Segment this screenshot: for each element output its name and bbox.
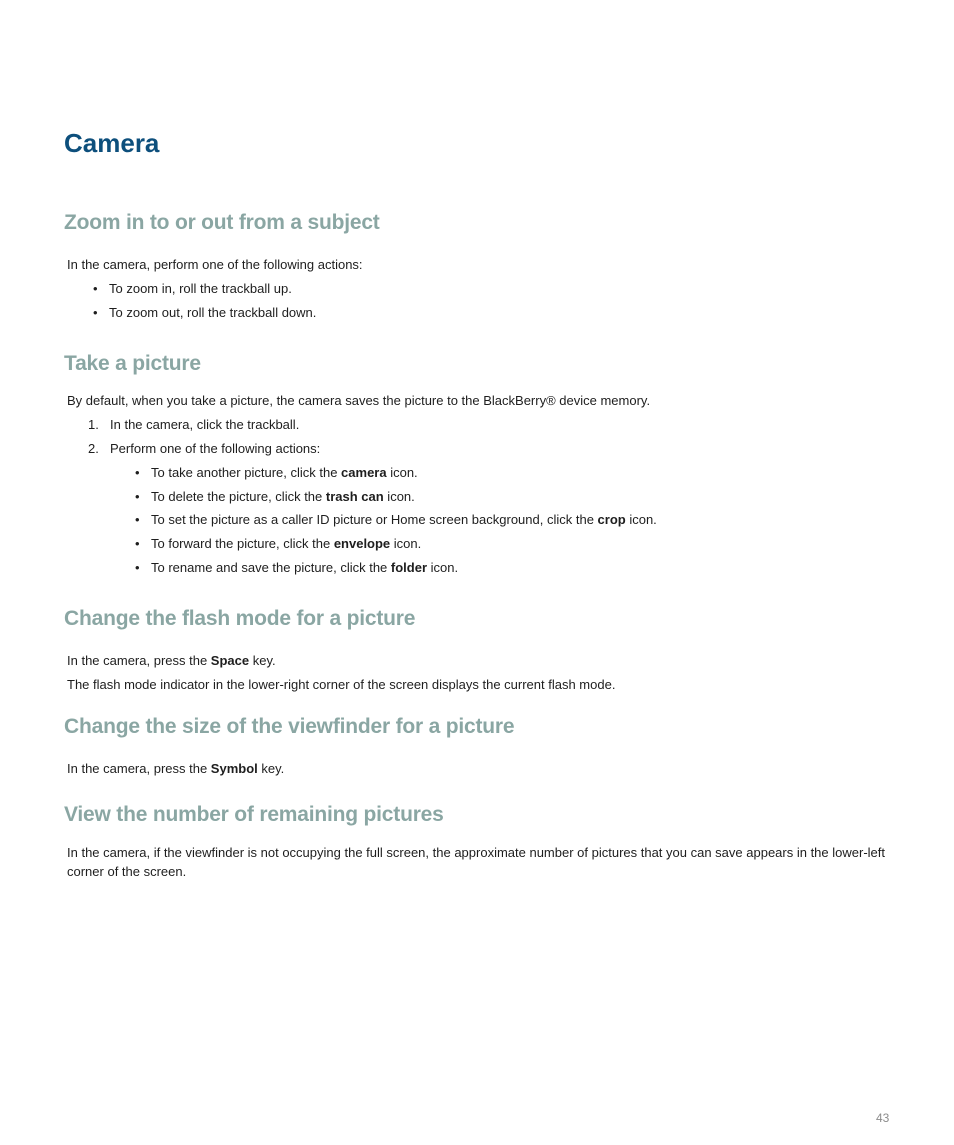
flash-line-1: In the camera, press the Space key.	[67, 653, 276, 668]
page-number: 43	[876, 1111, 890, 1125]
list-item-text: To delete the picture, click the trash can icon.	[151, 489, 415, 504]
bullet-icon: •	[135, 536, 140, 551]
list-item-text: To take another picture, click the camera icon.	[151, 465, 418, 480]
envelope-icon-name: envelope	[333, 536, 391, 551]
step-number: 1.	[88, 417, 99, 432]
list-item-text: To set the picture as a caller ID picture or Home screen background, click the crop icon.	[151, 512, 657, 527]
bullet-icon: •	[93, 305, 98, 320]
list-item-text: To zoom out, roll the trackball down.	[109, 305, 317, 320]
zoom-intro: In the camera, perform one of the following actions:	[67, 257, 363, 272]
bullet-icon: •	[135, 560, 140, 575]
bullet-icon: •	[93, 281, 98, 296]
section-title-flash: Change the flash mode for a picture	[64, 607, 416, 630]
section-title-zoom: Zoom in to or out from a subject	[64, 211, 380, 234]
trash-can-icon-name: trash can	[325, 489, 384, 504]
viewfinder-line-1: In the camera, press the Symbol key.	[67, 761, 285, 776]
list-item-text: To rename and save the picture, click the folder icon.	[151, 560, 459, 575]
crop-icon-name: crop	[597, 512, 626, 527]
camera-icon-name: camera	[341, 465, 387, 480]
list-item-text: To forward the picture, click the envelope icon.	[151, 536, 422, 551]
page-title: Camera	[64, 128, 160, 158]
take-picture-intro: By default, when you take a picture, the camera saves the picture to the BlackBerry® device memory.	[67, 393, 651, 408]
bullet-icon: •	[135, 465, 140, 480]
flash-line-2: The flash mode indicator in the lower-right corner of the screen displays the current flash mode.	[67, 677, 616, 692]
bullet-icon: •	[135, 512, 140, 527]
step-text: In the camera, click the trackball.	[110, 417, 300, 432]
section-title-viewfinder: Change the size of the viewfinder for a picture	[64, 715, 515, 738]
section-title-remaining: View the number of remaining pictures	[64, 803, 444, 826]
section-title-take-picture: Take a picture	[64, 352, 201, 375]
folder-icon-name: folder	[390, 560, 428, 575]
step-number: 2.	[88, 441, 99, 456]
space-key-label: Space	[210, 653, 250, 668]
bullet-icon: •	[135, 489, 140, 504]
step-text: Perform one of the following actions:	[110, 441, 321, 456]
remaining-text: In the camera, if the viewfinder is not occupying the full screen, the approximate number of pictures that you can save appears in the lower-left corner of the screen.	[67, 845, 885, 879]
list-item-text: To zoom in, roll the trackball up.	[109, 281, 292, 296]
symbol-key-label: Symbol	[210, 761, 258, 776]
